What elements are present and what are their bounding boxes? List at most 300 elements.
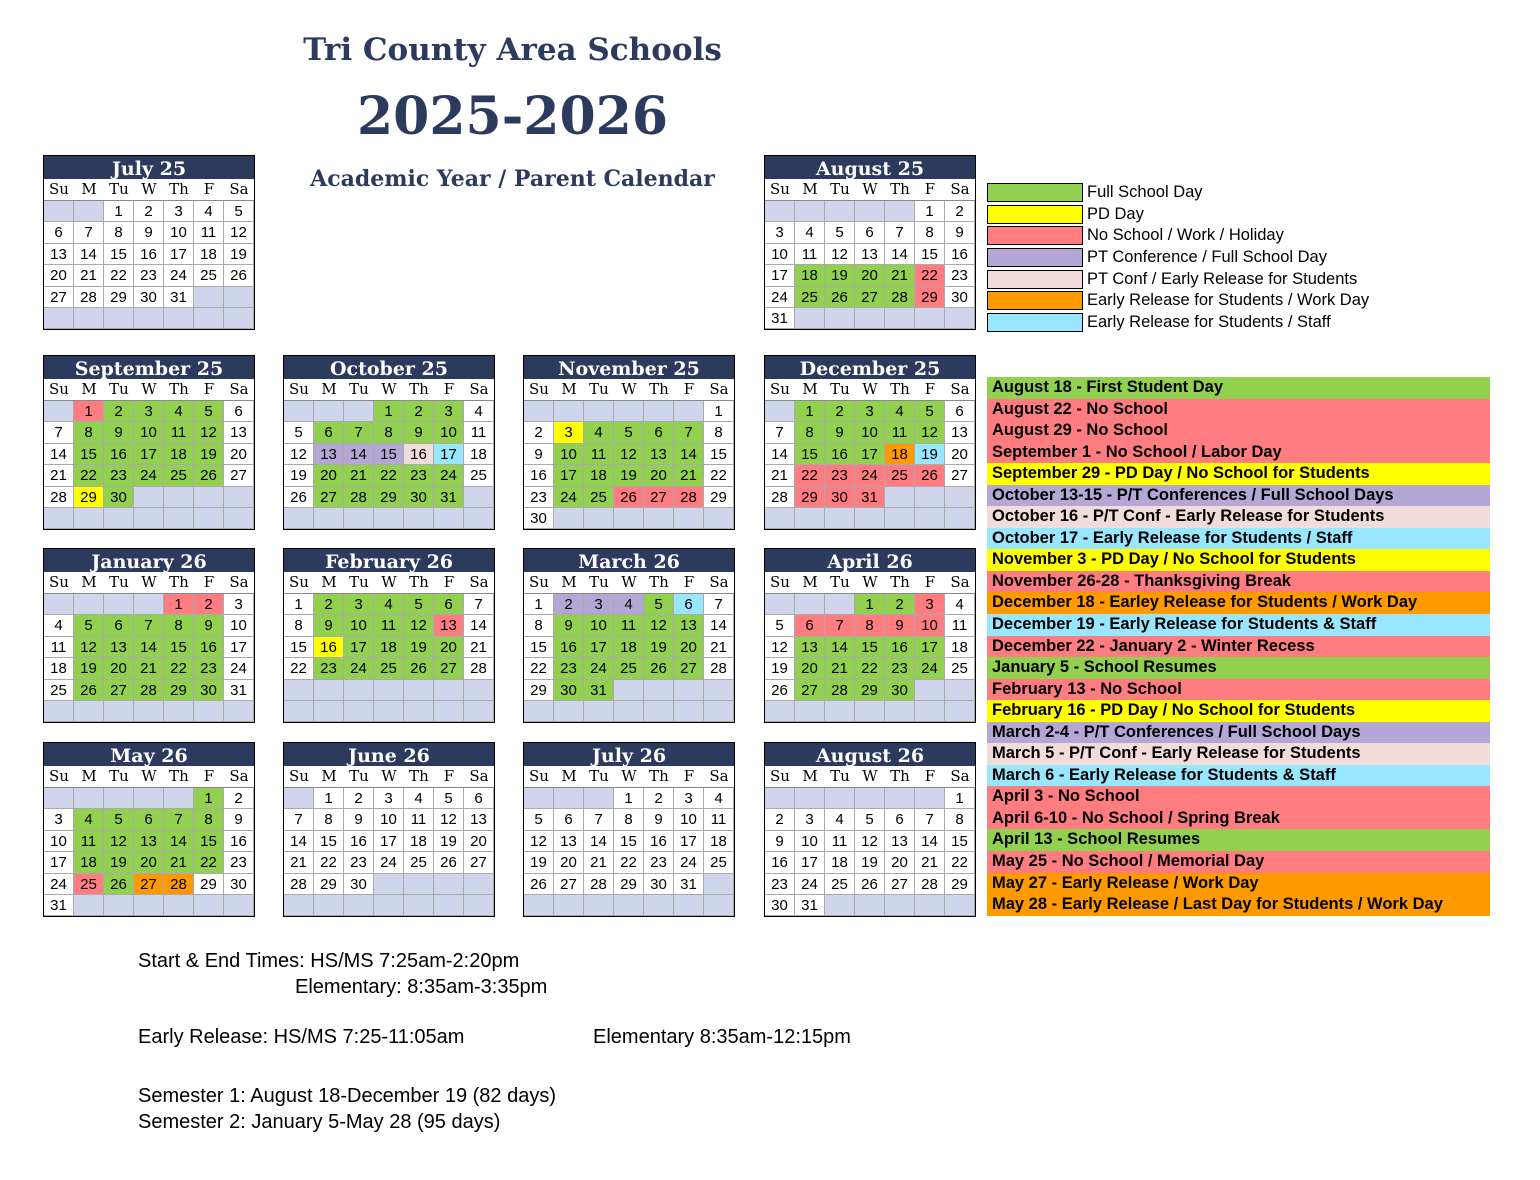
calendar-day: 5 [194,401,224,422]
calendar-day: 22 [524,658,554,679]
calendar-day: 24 [765,287,795,308]
calendar-day: 17 [855,444,885,465]
calendar-day: 19 [524,852,554,873]
calendar-empty-cell [885,308,915,329]
calendar-empty-cell [524,895,554,916]
calendar-day: 12 [404,615,434,636]
calendar-day: 11 [795,244,825,265]
calendar-day: 15 [945,831,975,852]
calendar-day: 27 [644,487,674,508]
calendar-empty-cell [374,508,404,529]
calendar-day: 27 [554,874,584,895]
calendar-day: 3 [554,422,584,443]
calendar-day: 18 [825,852,855,873]
calendar-day: 4 [584,422,614,443]
day-header: F [194,766,224,788]
calendar-day: 19 [74,658,104,679]
calendar-day: 12 [915,422,945,443]
times-line-2: Elementary: 8:35am-3:35pm [295,976,548,998]
calendar-empty-cell [344,508,374,529]
calendar-empty-cell [344,701,374,722]
calendar-day: 13 [464,809,494,830]
calendar-empty-cell [314,401,344,422]
calendar-empty-cell [134,701,164,722]
calendar-day: 25 [194,265,224,286]
calendar-empty-cell [584,701,614,722]
calendar-day: 1 [284,594,314,615]
calendar-day: 1 [104,201,134,222]
calendar-empty-cell [134,788,164,809]
calendar-day: 16 [404,444,434,465]
calendar-day: 10 [765,244,795,265]
day-header: Tu [825,572,855,594]
day-header: M [554,572,584,594]
calendar-empty-cell [855,895,885,916]
calendar-day: 26 [524,874,554,895]
calendar-day: 3 [915,594,945,615]
calendar-day: 14 [164,831,194,852]
calendar-day: 18 [704,831,734,852]
calendar-empty-cell [945,487,975,508]
day-header: Th [404,572,434,594]
calendar-day: 19 [644,637,674,658]
calendar-day: 12 [74,637,104,658]
calendar-day: 17 [344,637,374,658]
month-title: November 25 [524,356,734,379]
calendar-day: 30 [194,680,224,701]
month-july-26 [523,742,735,917]
calendar-day: 12 [644,615,674,636]
calendar-day: 21 [164,852,194,873]
calendar-day: 11 [704,809,734,830]
calendar-day: 23 [314,658,344,679]
day-header: M [74,179,104,201]
calendar-day: 18 [74,852,104,873]
calendar-day: 18 [404,831,434,852]
legend-swatch [987,313,1083,332]
calendar-day: 15 [74,444,104,465]
month-title: October 25 [284,356,494,379]
calendar-day: 17 [134,444,164,465]
calendar-day: 24 [915,658,945,679]
calendar-empty-cell [674,895,704,916]
calendar-day: 20 [885,852,915,873]
calendar-empty-cell [554,401,584,422]
calendar-day: 20 [314,465,344,486]
calendar-day: 29 [855,680,885,701]
event-row: December 19 - Early Release for Students & Staff [987,614,1490,636]
event-row: November 26-28 - Thanksgiving Break [987,571,1490,593]
calendar-day: 28 [885,287,915,308]
calendar-empty-cell [524,701,554,722]
calendar-empty-cell [855,788,885,809]
calendar-day: 17 [224,637,254,658]
calendar-day: 26 [825,287,855,308]
calendar-day: 28 [584,874,614,895]
calendar-day: 8 [945,809,975,830]
times-line-1: Start & End Times: HS/MS 7:25am-2:20pm [138,950,520,972]
calendar-day: 15 [795,444,825,465]
calendar-day: 25 [704,852,734,873]
day-header: Sa [224,179,254,201]
calendar-day: 28 [74,287,104,308]
district-title: Tri County Area Schools [303,32,722,68]
calendar-empty-cell [44,401,74,422]
calendar-empty-cell [344,401,374,422]
calendar-empty-cell [164,701,194,722]
day-header: Su [765,766,795,788]
calendar-day: 10 [344,615,374,636]
calendar-day: 25 [464,465,494,486]
month-title: January 26 [44,549,254,572]
calendar-day: 25 [74,874,104,895]
calendar-day: 8 [374,422,404,443]
calendar-empty-cell [945,508,975,529]
day-header: Su [524,572,554,594]
calendar-day: 11 [44,637,74,658]
calendar-day: 29 [795,487,825,508]
day-header: Th [644,572,674,594]
calendar-empty-cell [915,487,945,508]
event-row: February 16 - PD Day / No School for Students [987,700,1490,722]
semester-1: Semester 1: August 18-December 19 (82 days) [138,1085,556,1107]
calendar-day: 22 [855,658,885,679]
calendar-day: 20 [554,852,584,873]
calendar-day: 11 [374,615,404,636]
day-header: M [554,379,584,401]
calendar-day: 30 [104,487,134,508]
day-header: F [674,379,704,401]
calendar-day: 17 [434,444,464,465]
calendar-day: 30 [344,874,374,895]
calendar-empty-cell [464,487,494,508]
day-header: W [134,379,164,401]
calendar-empty-cell [74,594,104,615]
calendar-day: 13 [134,831,164,852]
calendar-day: 15 [614,831,644,852]
calendar-day: 4 [885,401,915,422]
legend-item [987,268,1369,290]
calendar-empty-cell [44,701,74,722]
calendar-day: 11 [74,831,104,852]
calendar-day: 15 [855,637,885,658]
day-header: Sa [224,379,254,401]
calendar-day: 23 [765,874,795,895]
calendar-day: 3 [224,594,254,615]
calendar-empty-cell [885,487,915,508]
event-row: March 2-4 - P/T Conferences / Full School Days [987,722,1490,744]
day-header: F [434,572,464,594]
calendar-day: 14 [915,831,945,852]
calendar-empty-cell [374,895,404,916]
calendar-day: 7 [765,422,795,443]
calendar-day: 9 [104,422,134,443]
calendar-day: 12 [434,809,464,830]
calendar-empty-cell [945,701,975,722]
calendar-day: 10 [434,422,464,443]
calendar-day: 22 [194,852,224,873]
calendar-day: 26 [104,874,134,895]
calendar-day: 5 [855,809,885,830]
calendar-day: 4 [404,788,434,809]
calendar-day: 10 [915,615,945,636]
calendar-day: 26 [855,874,885,895]
day-header: Sa [704,766,734,788]
day-header: Tu [584,379,614,401]
month-title: August 26 [765,743,975,766]
calendar-day: 10 [584,615,614,636]
calendar-day: 17 [554,465,584,486]
day-header: Th [885,179,915,201]
calendar-empty-cell [795,308,825,329]
calendar-day: 6 [134,809,164,830]
calendar-empty-cell [554,701,584,722]
calendar-empty-cell [915,680,945,701]
calendar-empty-cell [915,895,945,916]
calendar-day: 20 [134,852,164,873]
calendar-empty-cell [74,308,104,329]
calendar-day: 18 [614,637,644,658]
calendar-day: 21 [74,265,104,286]
calendar-empty-cell [284,895,314,916]
calendar-empty-cell [554,895,584,916]
calendar-day: 17 [765,265,795,286]
event-row: December 18 - Earley Release for Students / Work Day [987,592,1490,614]
calendar-day: 12 [224,222,254,243]
calendar-day: 5 [915,401,945,422]
calendar-empty-cell [104,788,134,809]
day-header: Tu [584,572,614,594]
calendar-empty-cell [614,508,644,529]
calendar-empty-cell [825,895,855,916]
day-header: Th [404,379,434,401]
day-header: Su [284,572,314,594]
calendar-day: 2 [524,422,554,443]
calendar-empty-cell [765,201,795,222]
calendar-day: 29 [164,680,194,701]
day-header: Tu [104,379,134,401]
calendar-day: 24 [584,658,614,679]
calendar-day: 23 [134,265,164,286]
calendar-day: 1 [915,201,945,222]
calendar-day: 28 [284,874,314,895]
calendar-day: 4 [825,809,855,830]
calendar-empty-cell [584,788,614,809]
day-header: W [855,179,885,201]
event-row: April 6-10 - No School / Spring Break [987,808,1490,830]
month-august-25 [764,155,976,330]
calendar-day: 11 [404,809,434,830]
calendar-day: 20 [945,444,975,465]
calendar-day: 2 [224,788,254,809]
calendar-empty-cell [74,895,104,916]
calendar-empty-cell [795,508,825,529]
calendar-empty-cell [614,401,644,422]
calendar-empty-cell [614,701,644,722]
calendar-day: 10 [674,809,704,830]
calendar-empty-cell [524,401,554,422]
calendar-day: 24 [674,852,704,873]
day-header: Su [765,572,795,594]
calendar-day: 10 [855,422,885,443]
month-august-26 [764,742,976,917]
day-header: W [374,572,404,594]
calendar-day: 3 [344,594,374,615]
day-header: Sa [224,572,254,594]
calendar-day: 5 [434,788,464,809]
calendar-day: 15 [164,637,194,658]
legend-label: Full School Day [1087,183,1203,202]
calendar-empty-cell [855,201,885,222]
calendar-day: 25 [404,852,434,873]
calendar-empty-cell [134,487,164,508]
calendar-day: 24 [134,465,164,486]
calendar-day: 7 [674,422,704,443]
calendar-empty-cell [434,508,464,529]
calendar-empty-cell [224,895,254,916]
month-june-26 [283,742,495,917]
calendar-day: 14 [584,831,614,852]
calendar-day: 13 [795,637,825,658]
day-header: Sa [945,766,975,788]
calendar-day: 14 [674,444,704,465]
calendar-day: 16 [344,831,374,852]
calendar-day: 20 [224,444,254,465]
day-header: F [194,572,224,594]
calendar-day: 9 [314,615,344,636]
day-header: Sa [704,379,734,401]
calendar-day: 17 [915,637,945,658]
calendar-empty-cell [885,895,915,916]
day-header: F [915,572,945,594]
calendar-day: 25 [614,658,644,679]
event-list [987,377,1490,916]
calendar-day: 4 [164,401,194,422]
calendar-day: 22 [164,658,194,679]
calendar-day: 29 [314,874,344,895]
month-title: July 26 [524,743,734,766]
calendar-day: 24 [344,658,374,679]
day-header: W [374,379,404,401]
calendar-day: 30 [825,487,855,508]
calendar-day: 9 [644,809,674,830]
calendar-empty-cell [374,874,404,895]
calendar-empty-cell [795,701,825,722]
calendar-empty-cell [314,680,344,701]
calendar-day: 13 [674,615,704,636]
calendar-day: 4 [374,594,404,615]
calendar-day: 20 [855,265,885,286]
calendar-day: 15 [194,831,224,852]
calendar-day: 3 [674,788,704,809]
calendar-day: 2 [765,809,795,830]
calendar-day: 13 [44,244,74,265]
legend-label: Early Release for Students / Staff [1087,312,1331,331]
day-header: Sa [945,379,975,401]
calendar-empty-cell [554,508,584,529]
calendar-empty-cell [704,508,734,529]
event-row: May 25 - No School / Memorial Day [987,851,1490,873]
calendar-day: 19 [765,658,795,679]
calendar-day: 22 [795,465,825,486]
event-row: October 17 - Early Release for Students / Staff [987,528,1490,550]
calendar-day: 4 [614,594,644,615]
day-header: W [134,179,164,201]
calendar-day: 28 [674,487,704,508]
day-header: M [795,379,825,401]
calendar-day: 29 [915,287,945,308]
calendar-day: 13 [554,831,584,852]
calendar-day: 21 [765,465,795,486]
calendar-day: 25 [825,874,855,895]
calendar-subtitle: Academic Year / Parent Calendar [310,166,715,192]
calendar-day: 11 [464,422,494,443]
calendar-day: 16 [194,637,224,658]
calendar-day: 18 [584,465,614,486]
calendar-day: 6 [464,788,494,809]
calendar-day: 22 [314,852,344,873]
legend-label: PD Day [1087,204,1144,223]
calendar-day: 22 [284,658,314,679]
day-header: Tu [344,766,374,788]
day-header: F [674,572,704,594]
calendar-day: 3 [795,809,825,830]
month-november-25 [523,355,735,530]
calendar-day: 10 [134,422,164,443]
calendar-empty-cell [915,508,945,529]
calendar-day: 26 [194,465,224,486]
calendar-day: 7 [885,222,915,243]
calendar-day: 7 [704,594,734,615]
calendar-empty-cell [344,680,374,701]
calendar-day: 10 [374,809,404,830]
calendar-day: 26 [915,465,945,486]
calendar-day: 8 [194,809,224,830]
calendar-day: 2 [134,201,164,222]
calendar-day: 23 [404,465,434,486]
calendar-day: 14 [765,444,795,465]
calendar-empty-cell [434,874,464,895]
legend-swatch [987,226,1083,245]
calendar-day: 4 [74,809,104,830]
calendar-day: 31 [674,874,704,895]
month-title: September 25 [44,356,254,379]
calendar-day: 8 [314,809,344,830]
calendar-day: 18 [945,637,975,658]
month-title: February 26 [284,549,494,572]
calendar-day: 12 [614,444,644,465]
calendar-day: 2 [644,788,674,809]
calendar-day: 20 [464,831,494,852]
calendar-empty-cell [434,895,464,916]
event-row: August 22 - No School [987,399,1490,421]
calendar-day: 11 [194,222,224,243]
day-header: Sa [945,179,975,201]
calendar-empty-cell [164,895,194,916]
calendar-empty-cell [584,895,614,916]
calendar-day: 29 [194,874,224,895]
calendar-empty-cell [404,895,434,916]
calendar-day: 1 [374,401,404,422]
calendar-empty-cell [104,594,134,615]
calendar-day: 21 [284,852,314,873]
calendar-day: 30 [134,287,164,308]
calendar-day: 29 [524,680,554,701]
calendar-day: 30 [765,895,795,916]
month-july-25 [43,155,255,330]
day-header: Tu [104,179,134,201]
calendar-day: 23 [194,658,224,679]
